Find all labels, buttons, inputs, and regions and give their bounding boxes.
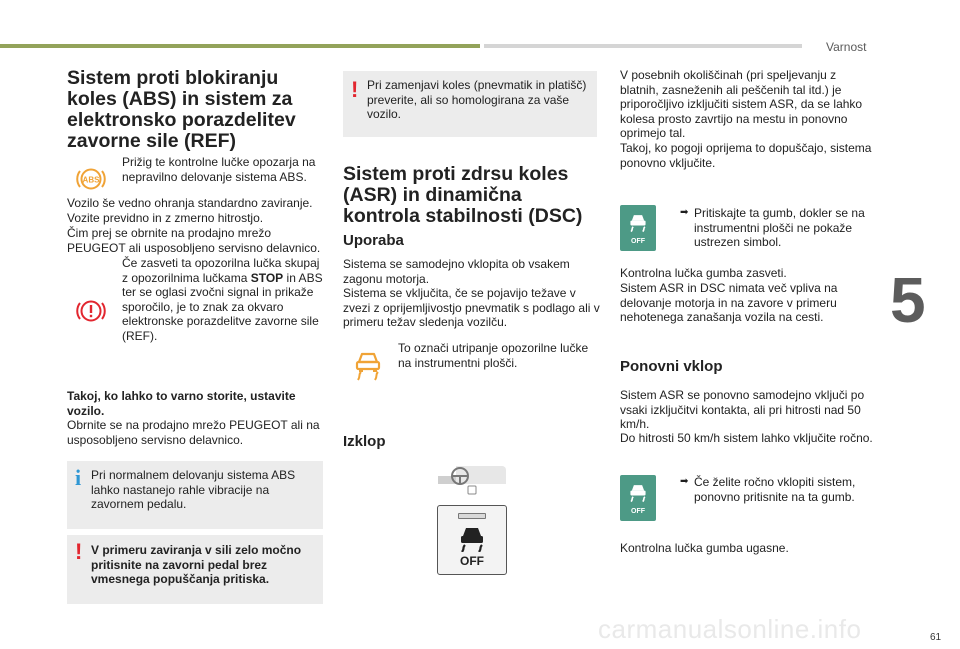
paragraph: Sistem ASR se ponovno samodejno vključi po vsaki izključitvi kontakta, ali pri hitrosti nad 50 km/h. <box>620 388 865 432</box>
watermark: carmanualsonline.info <box>598 614 862 644</box>
exclamation-icon: ! <box>75 539 83 564</box>
warning-text: V primeru zaviranja v sili zelo močno pritisnite na zavorni pedal brez vmesnega popuščanja pritiska. <box>91 543 302 587</box>
warning-text: Pri zamenjavi koles (pnevmatik in platišč) preverite, ali so homologirana za vaše vozilo. <box>367 78 587 122</box>
off-label: OFF <box>631 238 645 245</box>
abs-description: Prižig te kontrolne lučke opozarja na nepravilno delovanje sistema ABS. <box>122 155 316 184</box>
paragraph: Obrnite se na prodajno mrežo PEUGEOT ali na usposobljeno servisno delavnico. <box>67 418 320 447</box>
page-number: 61 <box>930 632 942 643</box>
paragraph: Sistem ASR in DSC nimata več vpliva na delovanje motorja in na zavore v primeru nehotenega zanašanja vozila na cesti. <box>620 281 838 325</box>
subheading-ponovni-vklop: Ponovni vklop <box>620 358 723 375</box>
paragraph: V posebnih okoliščinah (pri speljevanju z blatnih, zasneženih ali peščenih tal itd.) je priporočljivo izključiti sistem ASR, da se lahko kolesa prosto zavrtijo na mestu in ponovno oprimejo tal. <box>620 68 863 141</box>
asr-section-title: Sistem proti zdrsu koles (ASR) in dinamična kontrola stabilnosti (DSC) <box>343 163 583 227</box>
paragraph: Čim prej se obrnite na prodajno mrežo PEUGEOT ali usposobljeno servisno delavnico. <box>67 226 321 255</box>
header-bar-accent <box>0 44 480 48</box>
asr-off-button-icon <box>620 205 656 251</box>
subheading-uporaba: Uporaba <box>343 232 404 249</box>
off-label: OFF <box>631 508 645 515</box>
skidding-car-icon <box>456 524 488 552</box>
paragraph: Sistema se samodejno vklopita ob vsakem zagonu motorja. <box>343 257 570 286</box>
bullet-icon: ➡ <box>680 476 689 487</box>
info-icon: i <box>75 465 82 490</box>
dsc-description: To označi utripanje opozorilne lučke na instrumentni plošči. <box>398 341 589 370</box>
bullet-instruction: ➡ Če želite ročno vklopiti sistem, ponovno pritisnite na ta gumb. <box>680 475 856 504</box>
asr-off-button-icon <box>620 475 656 521</box>
paragraph: Do hitrosti 50 km/h sistem lahko vključite ročno. <box>620 431 873 445</box>
section-title: Varnost <box>826 40 867 54</box>
skidding-car-icon <box>627 481 649 503</box>
dashboard-illustration <box>436 462 508 496</box>
bullet-instruction: ➡ Pritiskajte ta gumb, dokler se na instrumentni plošči ne pokaže ustrezen simbol. <box>680 206 865 250</box>
paragraph: Kontrolna lučka gumba zasveti. <box>620 266 787 280</box>
paragraph: Sistema se vključita, če se pojavijo težave v zvezi z oprijemljivostjo pnevmatik s podlago ali v primeru težav sledenja vozilču. <box>343 286 600 330</box>
abs-warning-icon <box>76 166 106 192</box>
ref-description: Če zasveti ta opozorilna lučka skupaj z opozorilnima lučkama STOP in ABS ter se oglasi zvočni signal in prikaže sporočilo, je to znak za okvaro elektronske porazdelitve zavorne sile (REF). <box>122 256 323 343</box>
warning-box <box>67 535 323 604</box>
bullet-icon: ➡ <box>680 207 689 218</box>
brake-warning-icon <box>76 298 106 324</box>
off-label: OFF <box>460 554 484 568</box>
subheading-izklop: Izklop <box>343 433 386 450</box>
paragraph: Kontrolna lučka gumba ugasne. <box>620 541 789 555</box>
chapter-number: 5 <box>890 264 926 336</box>
asr-off-button-large[interactable] <box>437 505 507 575</box>
paragraph: Vozite previdno in z zmerno hitrostjo. <box>67 211 264 225</box>
abs-section-title: Sistem proti blokiranju koles (ABS) in sistem za elektronsko porazdelitev zavorne sile (REF) <box>67 67 296 152</box>
paragraph: Takoj, ko pogoji oprijema to dopuščajo, sistema ponovno vključite. <box>620 141 872 170</box>
skidding-car-icon <box>627 211 649 233</box>
warning-box <box>343 71 597 137</box>
info-box <box>67 461 323 529</box>
header-bar-rule <box>484 44 802 48</box>
svg-text:ABS: ABS <box>82 175 100 185</box>
dsc-warning-icon <box>352 348 384 382</box>
paragraph: Vozilo še vedno ohranja standardno zaviranje. <box>67 196 313 210</box>
paragraph: Takoj, ko lahko to varno storite, ustavite vozilo. <box>67 389 296 418</box>
button-led <box>458 513 486 519</box>
exclamation-icon: ! <box>351 77 359 102</box>
info-text: Pri normalnem delovanju sistema ABS lahko nastanejo rahle vibracije na zavornem pedalu. <box>91 468 296 512</box>
